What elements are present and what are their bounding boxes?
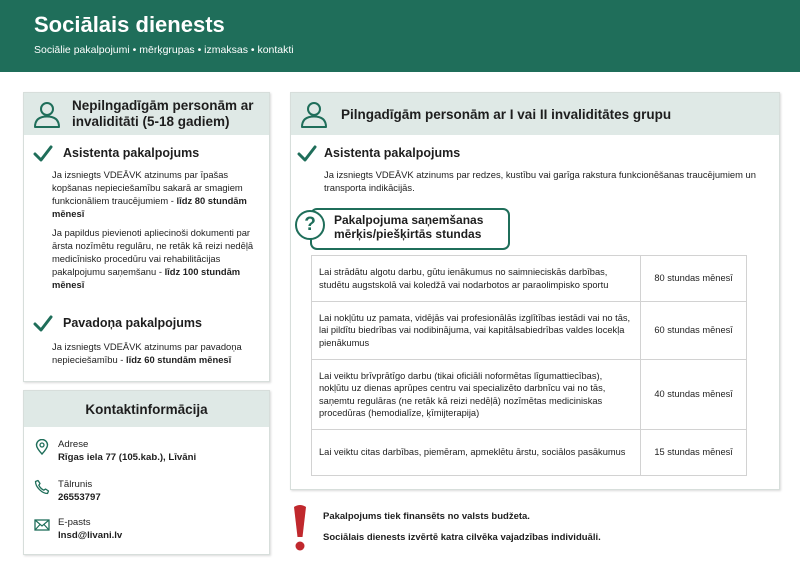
minors-panel-title: Nepilngadīgām personām ar invaliditāti (5-18 gadiem) [72, 98, 254, 129]
page-title: Sociālais dienests [34, 12, 225, 37]
goal-cell: Lai veiktu citas darbības, piemēram, apmeklētu ārstu, sociālos pasākumus [312, 430, 641, 476]
contacts-panel-header [24, 391, 269, 427]
exclamation-icon [290, 503, 310, 553]
minors-escort-p1-limit: līdz 60 stundām mēnesī [126, 354, 232, 365]
adults-assistant-text: Ja izsniegts VDEĀVK atzinums par redzes, kustību vai garīga rakstura funkcionēšanas traucējumiem un transporta indikācijās. [324, 169, 756, 193]
contacts-panel-title: Kontaktinformācija [85, 401, 208, 417]
checkmark-icon [33, 145, 53, 163]
email-label: E-pasts [58, 517, 91, 528]
adults-panel-header [291, 93, 779, 135]
question-icon: ? [295, 210, 325, 240]
email-value[interactable]: lnsd@livani.lv [58, 530, 123, 541]
minors-assistant-title: Asistenta pakalpojums [63, 146, 200, 160]
minors-assistant-p1-limit: līdz 80 stundām mēnesī [52, 195, 247, 219]
table-row [312, 302, 747, 360]
person-icon [32, 99, 62, 129]
table-row [312, 256, 747, 302]
minors-escort-p1: Ja izsniegts VDEĀVK atzinums par pavadoņa nepieciešamību - [52, 341, 242, 365]
minors-assistant-p2-limit: līdz 100 stundām mēnesī [52, 266, 241, 290]
envelope-icon [34, 517, 50, 533]
minors-assistant-p1: Ja izsniegts VDEĀVK atzinums par īpašas kopšanas nepieciešamību sakarā ar smagiem funkcionāliem traucējumiem - [52, 169, 243, 206]
adults-assistant-title: Asistenta pakalpojums [324, 146, 461, 160]
minors-escort-title: Pavadoņa pakalpojums [63, 316, 202, 330]
table-row [312, 360, 747, 430]
checkmark-icon [33, 315, 53, 333]
table-row [312, 430, 747, 476]
location-pin-icon [34, 439, 50, 455]
address-value: Rīgas iela 77 (105.kab.), Līvāni [58, 452, 197, 463]
goal-cell: Lai strādātu algotu darbu, gūtu ienākumus no saimnieciskās darbības, studētu augstskolā vai koledžā vai nodarbotos ar paraolimpisko sportu [312, 256, 641, 302]
minors-assistant-text-2 [52, 226, 257, 291]
minors-assistant-text-1 [52, 168, 262, 220]
minors-panel-header [24, 93, 269, 135]
hours-cell: 15 stundas mēnesī [641, 430, 747, 476]
goals-table [311, 255, 747, 476]
note-funding: Pakalpojums tiek finansēts no valsts budžeta. [323, 511, 530, 522]
person-icon [299, 99, 329, 129]
hours-cell: 60 stundas mēnesī [641, 302, 747, 360]
checkmark-icon [297, 145, 317, 163]
header-banner [0, 0, 800, 72]
page-subtitle: Sociālie pakalpojumi • mērķgrupas • izmaksas • kontakti [34, 44, 294, 56]
note-assessment: Sociālais dienests izvērtē katra cilvēka vajadzības individuāli. [323, 532, 601, 543]
adults-panel-title: Pilngadīgām personām ar I vai II invaliditātes grupu [341, 106, 672, 122]
goal-cell: Lai veiktu brīvprātīgo darbu (tikai oficiāli noformētas līgumattiecības), nokļūtu uz dienas aprūpes centru vai specializēto darbnīcu vai no tās, saņemtu regulāras (ne retāk kā reizi nedēļā) nozīmētas mediciniskas procedūras (hemodialīze, ķīmijterapija) [312, 360, 641, 430]
goal-cell: Lai nokļūtu uz pamata, vidējās vai profesionālās izglītības iestādi vai no tās, lai pildītu biedrības vai nodibinājuma, vai kapitālsabiedrības valdes locekļa pienākumus [312, 302, 641, 360]
hours-cell: 40 stundas mēnesī [641, 360, 747, 430]
phone-icon [34, 479, 50, 495]
phone-value[interactable]: 26553797 [58, 492, 101, 503]
phone-label: Tālrunis [58, 479, 93, 490]
minors-escort-text [52, 340, 257, 366]
hours-cell: 80 stundas mēnesī [641, 256, 747, 302]
address-label: Adrese [58, 439, 89, 450]
minors-assistant-p2: Ja papildus pievienoti apliecinoši dokumenti par ārsta nozīmētu regulāru, ne retāk kā reizi nedēļā medicīnisko procedūru vai rehabilitācijas pakalpojumu saņemšanu - [52, 227, 254, 277]
goals-title: Pakalpojuma saņemšanas mērķis/piešķirtās stundas [334, 213, 484, 241]
